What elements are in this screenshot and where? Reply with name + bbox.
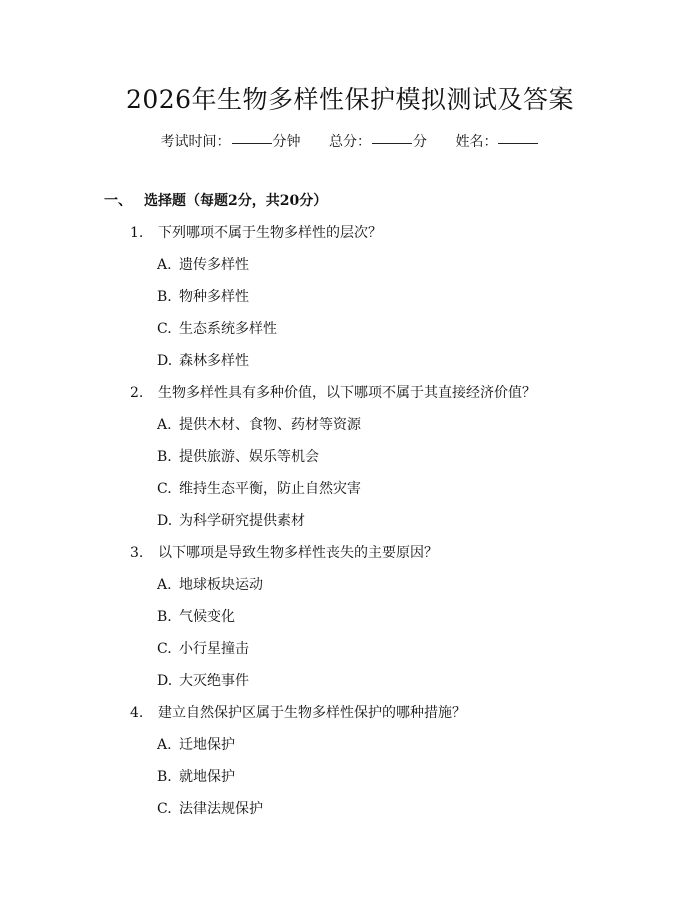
total-score-unit: 分	[413, 134, 427, 150]
option-letter: B.	[157, 449, 172, 465]
option-1c	[157, 318, 277, 338]
question-number: 2.	[130, 385, 144, 401]
exam-meta-line	[0, 131, 700, 151]
question-4	[130, 702, 466, 722]
option-text: 小行星撞击	[179, 641, 249, 657]
total-score-label: 总分：	[329, 134, 371, 150]
option-text: 提供旅游、娱乐等机会	[179, 449, 319, 465]
question-text: 以下哪项是导致生物多样性丧失的主要原因？	[158, 545, 438, 561]
option-letter: C.	[157, 641, 172, 657]
option-letter: D.	[157, 673, 173, 689]
option-letter: B.	[157, 289, 172, 305]
option-2b	[157, 446, 319, 466]
option-letter: B.	[157, 769, 172, 785]
question-2	[130, 382, 536, 402]
option-letter: A.	[157, 257, 172, 273]
option-text: 遗传多样性	[179, 257, 249, 273]
option-text: 大灭绝事件	[179, 673, 249, 689]
option-letter: A.	[157, 577, 172, 593]
option-letter: D.	[157, 513, 173, 529]
option-text: 为科学研究提供素材	[179, 513, 305, 529]
option-text: 就地保护	[179, 769, 235, 785]
student-name-blank	[498, 143, 538, 144]
option-letter: C.	[157, 481, 172, 497]
option-text: 维持生态平衡，防止自然灾害	[179, 481, 361, 497]
option-letter: A.	[157, 737, 172, 753]
option-text: 物种多样性	[179, 289, 249, 305]
exam-time-label: 考试时间：	[160, 134, 231, 150]
option-letter: B.	[157, 609, 172, 625]
option-4a	[157, 734, 235, 754]
option-text: 提供木材、食物、药材等资源	[179, 417, 361, 433]
question-text: 下列哪项不属于生物多样性的层次？	[158, 225, 382, 241]
option-3a	[157, 574, 263, 594]
option-3b	[157, 606, 235, 626]
option-4b	[157, 766, 235, 786]
question-1	[130, 222, 382, 242]
option-2d	[157, 510, 305, 530]
option-3c	[157, 638, 249, 658]
question-text: 建立自然保护区属于生物多样性保护的哪种措施？	[158, 705, 466, 721]
option-2a	[157, 414, 361, 434]
section-title: 选择题（每题2分，共20分）	[144, 193, 328, 209]
exam-time-field	[161, 131, 301, 151]
option-letter: D.	[157, 353, 173, 369]
exam-time-blank	[232, 143, 272, 144]
option-letter: A.	[157, 417, 172, 433]
option-3d	[157, 670, 249, 690]
option-1a	[157, 254, 249, 274]
option-letter: C.	[157, 801, 172, 817]
total-score-field	[329, 131, 427, 151]
exam-time-unit: 分钟	[272, 134, 301, 150]
option-text: 生态系统多样性	[179, 321, 277, 337]
total-score-blank	[372, 143, 412, 144]
option-text: 地球板块运动	[179, 577, 263, 593]
student-name-label: 姓名：	[455, 134, 498, 150]
option-text: 迁地保护	[179, 737, 235, 753]
student-name-field	[455, 131, 539, 151]
option-4c	[157, 798, 263, 818]
section-number: 一、	[104, 193, 132, 209]
option-text: 气候变化	[179, 609, 235, 625]
question-3	[130, 542, 438, 562]
option-text: 森林多样性	[179, 353, 249, 369]
option-letter: C.	[157, 321, 172, 337]
page-title: 2026年生物多样性保护模拟测试及答案	[125, 85, 575, 114]
question-number: 3.	[130, 545, 144, 561]
section-heading	[104, 190, 327, 210]
option-1b	[157, 286, 249, 306]
option-1d	[157, 350, 249, 370]
question-number: 4.	[130, 705, 144, 721]
question-number: 1.	[130, 225, 144, 241]
option-2c	[157, 478, 361, 498]
question-text: 生物多样性具有多种价值，以下哪项不属于其直接经济价值？	[158, 385, 536, 401]
option-text: 法律法规保护	[179, 801, 263, 817]
